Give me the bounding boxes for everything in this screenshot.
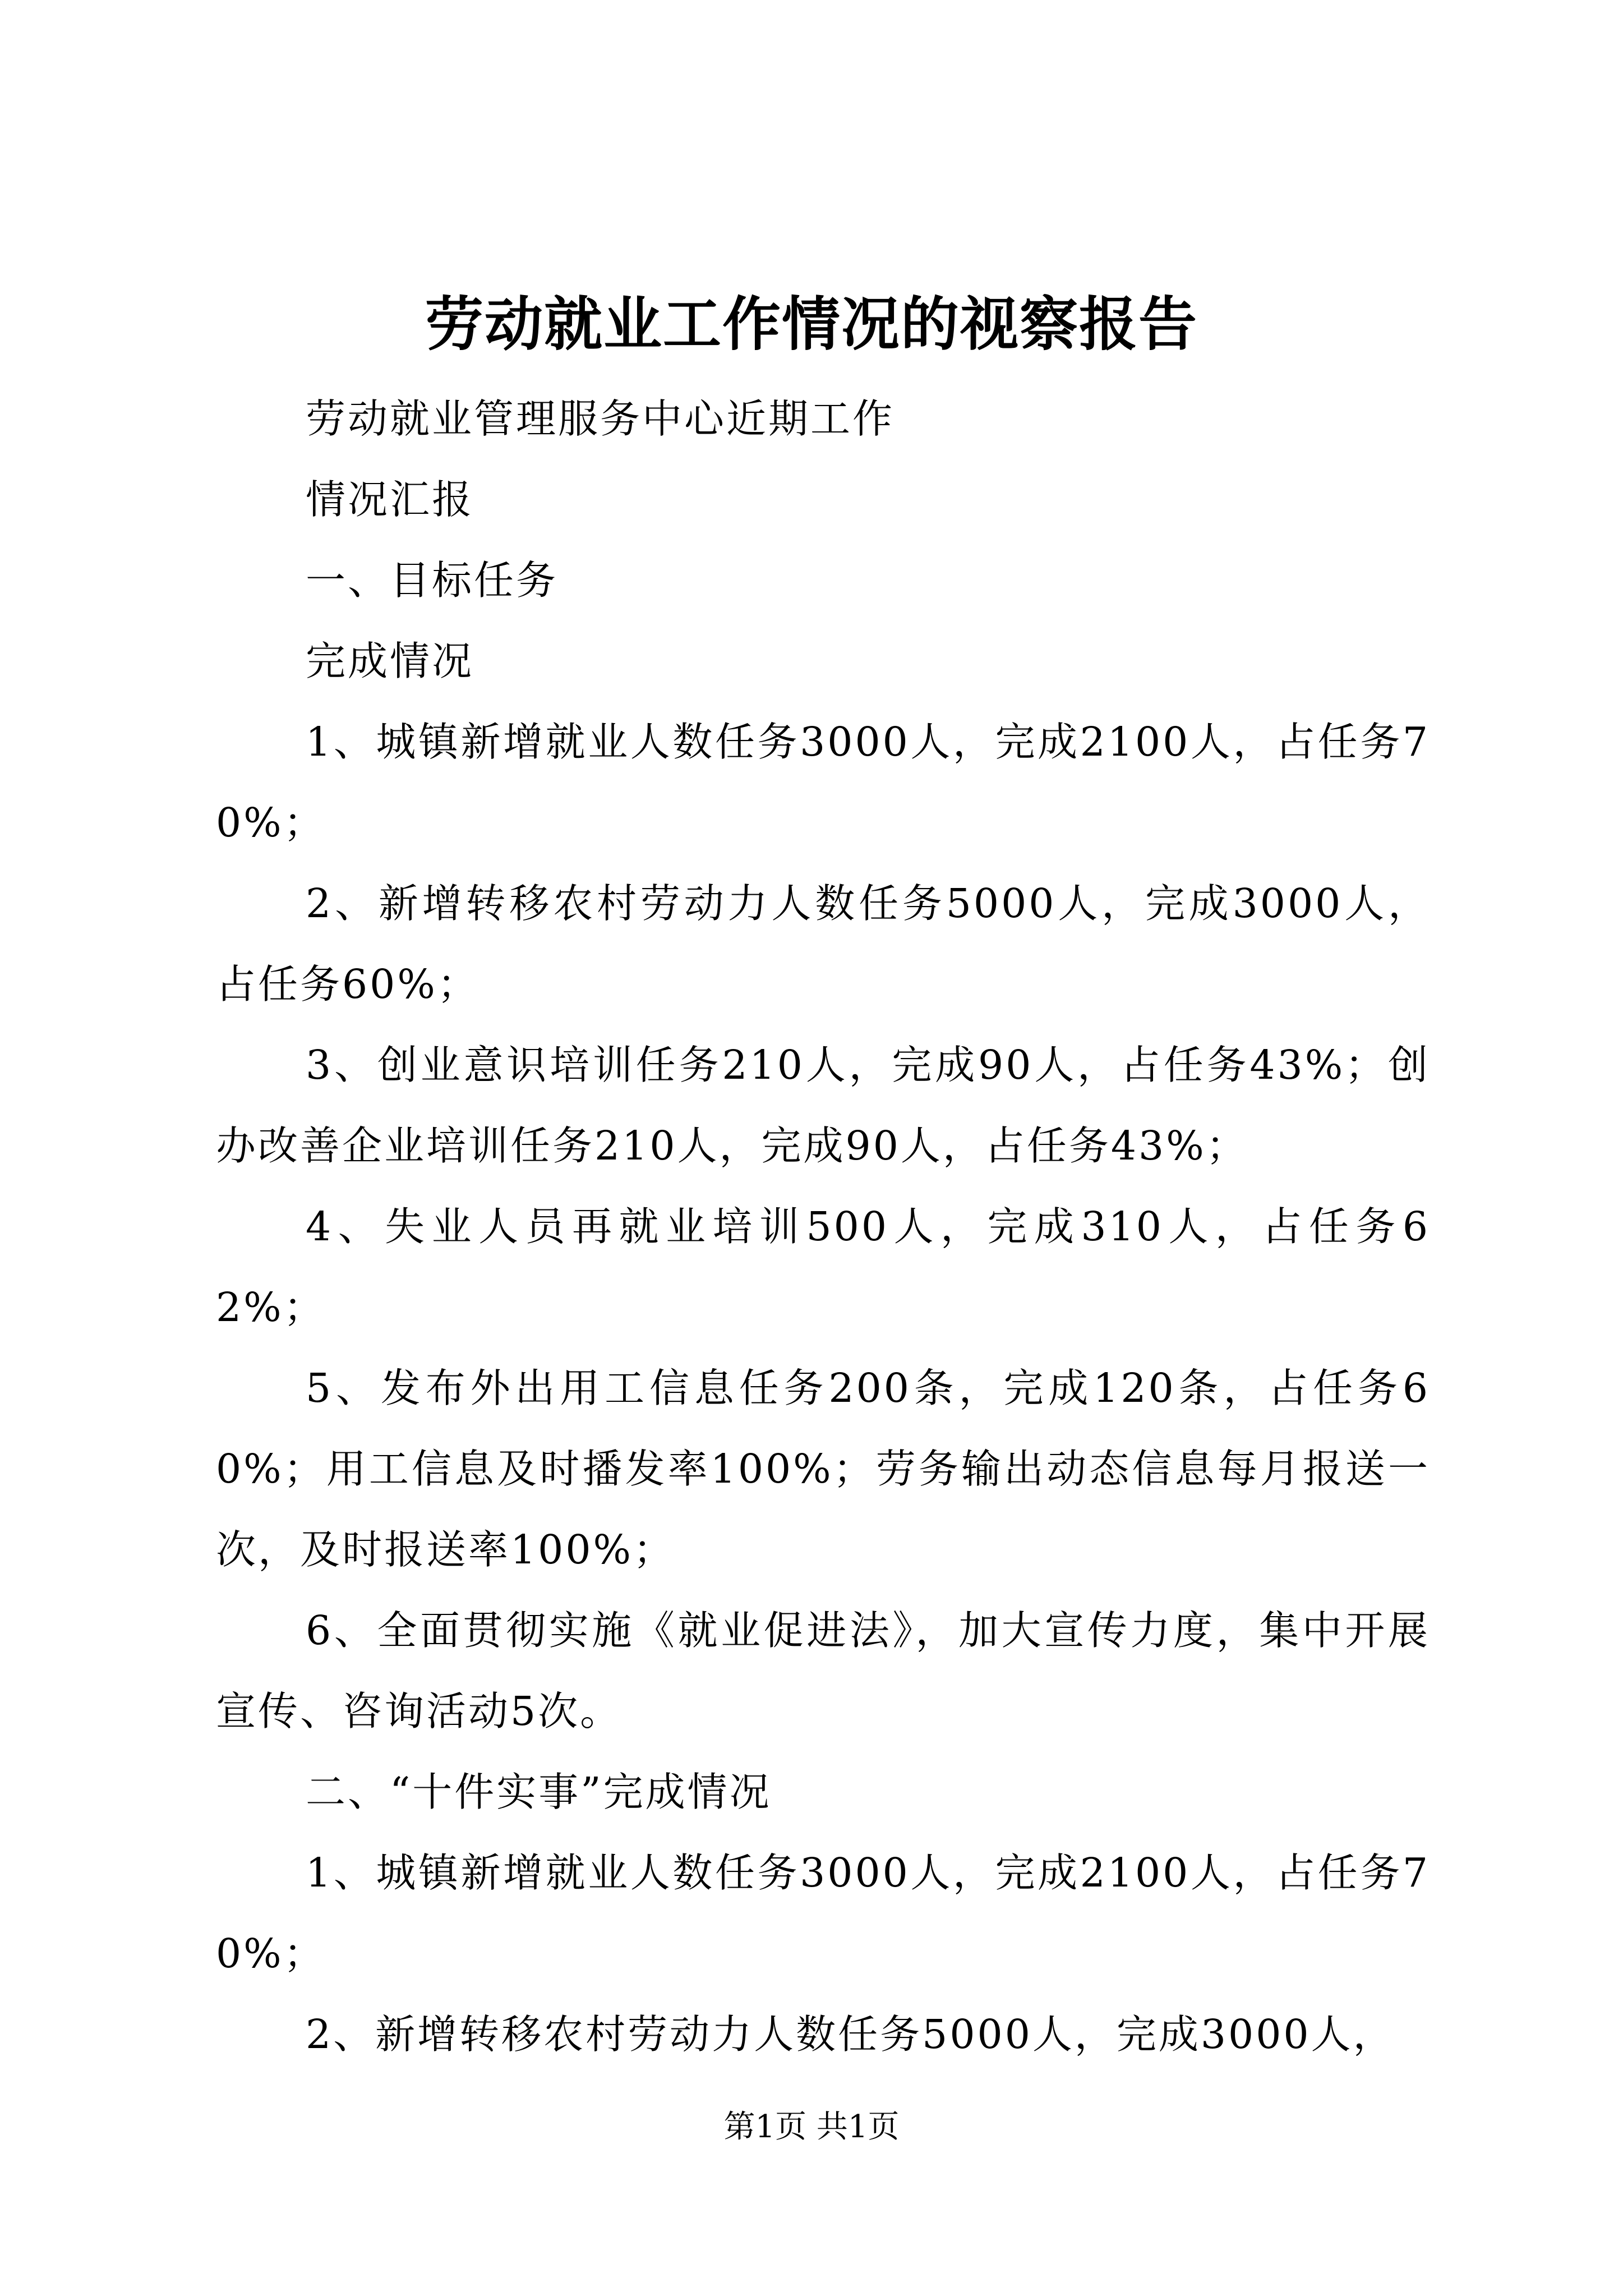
paragraph: 完成情况: [306, 638, 474, 684]
paragraph: 3、创业意识培训任务210人，完成90人，占任务43%；创办改善企业培训任务210人，完成90人，占任务43%；: [216, 1042, 1430, 1169]
paragraph: 情况汇报: [306, 476, 474, 523]
paragraph: 6、全面贯彻实施《就业促进法》，加大宣传力度，集中开展宣传、咨询活动5次。: [216, 1607, 1430, 1734]
document-body: [216, 379, 1430, 2075]
paragraph: 劳动就业管理服务中心近期工作: [306, 395, 895, 442]
paragraph: 二、“十件实事”完成情况: [306, 1769, 772, 1815]
paragraph: 5、发布外出用工信息任务200条，完成120条，占任务60%；用工信息及时播发率100%；劳务输出动态信息每月报送一次，及时报送率100%；: [216, 1365, 1430, 1573]
paragraph: 1、城镇新增就业人数任务3000人，完成2100人，占任务70%；: [216, 1849, 1430, 1977]
paragraph: 一、目标任务: [306, 557, 559, 604]
page-footer: 第1页 共1页: [723, 2109, 900, 2145]
paragraph: 1、城镇新增就业人数任务3000人，完成2100人，占任务70%；: [216, 719, 1430, 846]
paragraph: 4、失业人员再就业培训500人，完成310人，占任务62%；: [216, 1203, 1430, 1331]
document-title: 劳动就业工作情况的视察报告: [425, 289, 1198, 358]
paragraph: 2、新增转移农村劳动力人数任务5000人，完成3000人，: [306, 2011, 1395, 2058]
paragraph: 2、新增转移农村劳动力人数任务5000人，完成3000人，占任务60%；: [216, 880, 1430, 1007]
